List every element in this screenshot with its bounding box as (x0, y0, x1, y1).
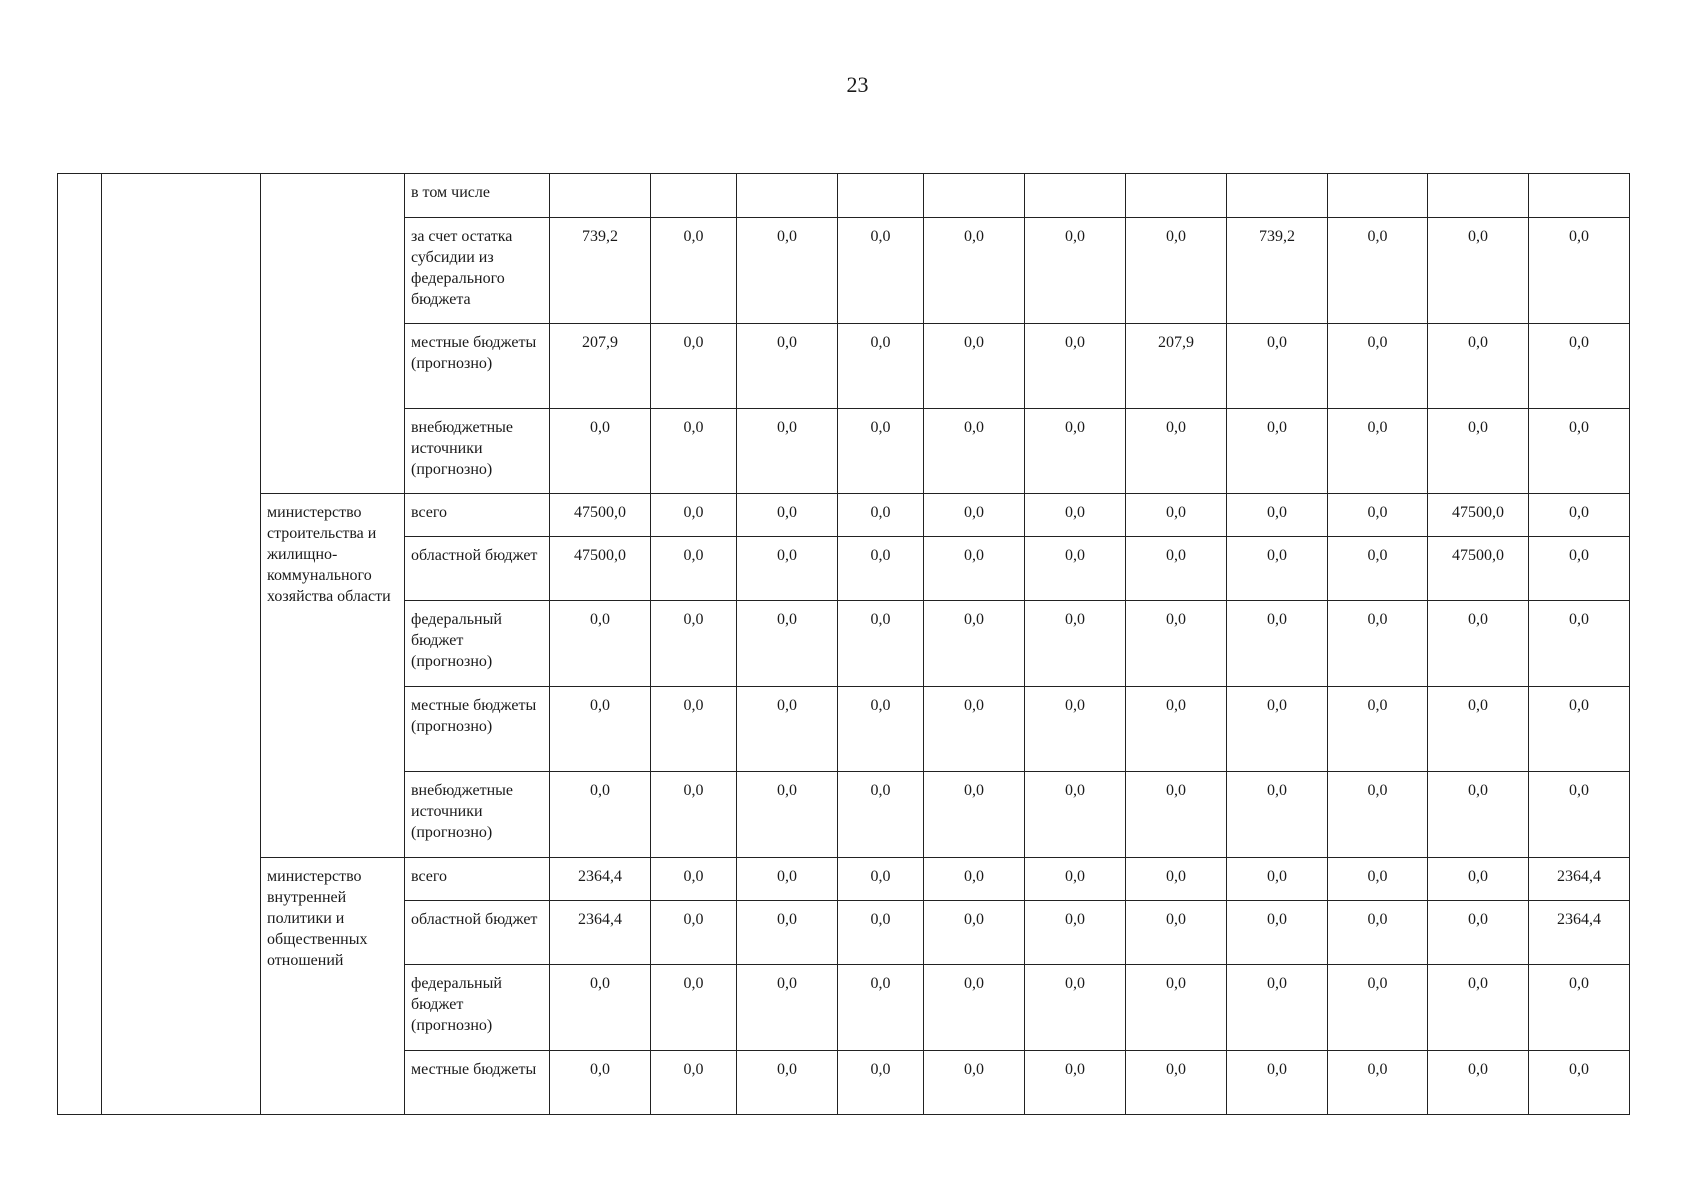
value-cell: 0,0 (838, 601, 924, 687)
value-cell: 0,0 (1529, 772, 1630, 858)
value-cell: 0,0 (1227, 1051, 1328, 1115)
value-cell: 0,0 (1126, 772, 1227, 858)
value-cell: 0,0 (1025, 965, 1126, 1051)
table-row (58, 494, 1630, 537)
value-cell: 0,0 (1428, 772, 1529, 858)
value-cell: 0,0 (651, 687, 737, 772)
value-cell: 0,0 (838, 324, 924, 409)
value-cell: 0,0 (1126, 494, 1227, 537)
value-cell (1529, 174, 1630, 218)
value-cell: 0,0 (838, 965, 924, 1051)
value-cell: 0,0 (1529, 409, 1630, 494)
value-cell: 0,0 (838, 858, 924, 901)
value-cell: 2364,4 (550, 901, 651, 965)
funding-source-label: всего (405, 858, 550, 901)
value-cell: 0,0 (924, 772, 1025, 858)
value-cell: 0,0 (838, 1051, 924, 1115)
value-cell: 0,0 (1025, 494, 1126, 537)
budget-table (57, 173, 1630, 1115)
value-cell: 0,0 (737, 687, 838, 772)
value-cell: 0,0 (737, 901, 838, 965)
value-cell: 0,0 (838, 537, 924, 601)
value-cell: 0,0 (924, 858, 1025, 901)
value-cell: 0,0 (550, 1051, 651, 1115)
value-cell: 0,0 (1025, 901, 1126, 965)
value-cell (1025, 174, 1126, 218)
value-cell: 0,0 (1126, 601, 1227, 687)
value-cell: 0,0 (550, 687, 651, 772)
funding-source-label: всего (405, 494, 550, 537)
value-cell (1227, 174, 1328, 218)
value-cell (737, 174, 838, 218)
value-cell: 739,2 (1227, 218, 1328, 324)
value-cell: 47500,0 (550, 537, 651, 601)
value-cell: 0,0 (924, 901, 1025, 965)
funding-source-label: областной бюджет (405, 901, 550, 965)
value-cell: 0,0 (1227, 858, 1328, 901)
value-cell: 0,0 (1126, 901, 1227, 965)
value-cell: 0,0 (1328, 324, 1428, 409)
value-cell: 0,0 (737, 858, 838, 901)
value-cell (1428, 174, 1529, 218)
executor-cell (261, 174, 405, 494)
value-cell: 0,0 (924, 601, 1025, 687)
value-cell: 0,0 (1529, 537, 1630, 601)
value-cell: 0,0 (651, 965, 737, 1051)
funding-source-label: областной бюджет (405, 537, 550, 601)
value-cell: 0,0 (1529, 687, 1630, 772)
value-cell: 0,0 (1227, 772, 1328, 858)
value-cell (1328, 174, 1428, 218)
value-cell: 0,0 (1126, 537, 1227, 601)
value-cell (1126, 174, 1227, 218)
value-cell: 0,0 (1126, 965, 1227, 1051)
value-cell: 0,0 (651, 1051, 737, 1115)
funding-source-label: федеральный бюджет (прогнозно) (405, 601, 550, 687)
value-cell (550, 174, 651, 218)
value-cell: 0,0 (1328, 218, 1428, 324)
value-cell: 0,0 (1025, 218, 1126, 324)
value-cell: 0,0 (550, 601, 651, 687)
funding-source-label: в том числе (405, 174, 550, 218)
value-cell: 0,0 (924, 687, 1025, 772)
value-cell: 207,9 (1126, 324, 1227, 409)
value-cell: 0,0 (1025, 687, 1126, 772)
value-cell: 0,0 (1227, 687, 1328, 772)
value-cell: 0,0 (838, 772, 924, 858)
value-cell: 0,0 (1428, 858, 1529, 901)
value-cell: 0,0 (1025, 772, 1126, 858)
value-cell: 0,0 (651, 772, 737, 858)
value-cell: 0,0 (1428, 218, 1529, 324)
value-cell: 0,0 (924, 965, 1025, 1051)
value-cell: 0,0 (1428, 901, 1529, 965)
value-cell (651, 174, 737, 218)
value-cell: 0,0 (1328, 494, 1428, 537)
value-cell: 0,0 (1328, 1051, 1428, 1115)
value-cell: 0,0 (838, 218, 924, 324)
value-cell: 0,0 (1025, 537, 1126, 601)
table-col-number-cell (58, 174, 102, 1115)
value-cell: 0,0 (1126, 1051, 1227, 1115)
value-cell: 739,2 (550, 218, 651, 324)
value-cell: 0,0 (1428, 324, 1529, 409)
value-cell: 0,0 (1529, 494, 1630, 537)
value-cell: 0,0 (1126, 687, 1227, 772)
funding-source-label: внебюджетные источники (прогнозно) (405, 409, 550, 494)
value-cell: 0,0 (838, 687, 924, 772)
value-cell: 0,0 (550, 965, 651, 1051)
value-cell: 0,0 (838, 409, 924, 494)
value-cell: 0,0 (1227, 537, 1328, 601)
value-cell: 0,0 (1126, 218, 1227, 324)
value-cell: 0,0 (550, 772, 651, 858)
value-cell: 0,0 (651, 409, 737, 494)
value-cell: 0,0 (737, 537, 838, 601)
value-cell: 0,0 (1428, 687, 1529, 772)
value-cell: 0,0 (737, 601, 838, 687)
funding-source-label: местные бюджеты (прогнозно) (405, 324, 550, 409)
value-cell: 0,0 (924, 324, 1025, 409)
executor-cell: министерство внутренней политики и общественных отношений (261, 858, 405, 1115)
value-cell: 0,0 (651, 218, 737, 324)
value-cell: 0,0 (651, 601, 737, 687)
funding-source-label: местные бюджеты (405, 1051, 550, 1115)
value-cell: 0,0 (1529, 601, 1630, 687)
value-cell: 0,0 (1025, 601, 1126, 687)
value-cell: 0,0 (924, 409, 1025, 494)
value-cell: 0,0 (737, 409, 838, 494)
value-cell: 0,0 (1227, 901, 1328, 965)
funding-source-label: местные бюджеты (прогнозно) (405, 687, 550, 772)
page-number: 23 (846, 72, 869, 97)
value-cell: 0,0 (924, 1051, 1025, 1115)
value-cell: 0,0 (1428, 409, 1529, 494)
value-cell: 47500,0 (1428, 494, 1529, 537)
value-cell: 0,0 (651, 901, 737, 965)
value-cell (838, 174, 924, 218)
table-row (58, 858, 1630, 901)
value-cell: 0,0 (1428, 1051, 1529, 1115)
value-cell: 0,0 (1126, 858, 1227, 901)
value-cell: 2364,4 (1529, 901, 1630, 965)
value-cell: 0,0 (1227, 409, 1328, 494)
value-cell: 2364,4 (1529, 858, 1630, 901)
value-cell: 0,0 (1428, 965, 1529, 1051)
value-cell: 2364,4 (550, 858, 651, 901)
value-cell: 0,0 (1025, 409, 1126, 494)
value-cell: 0,0 (1529, 1051, 1630, 1115)
value-cell: 0,0 (1328, 858, 1428, 901)
value-cell: 0,0 (651, 324, 737, 409)
value-cell: 0,0 (651, 537, 737, 601)
value-cell: 0,0 (1529, 324, 1630, 409)
value-cell: 0,0 (737, 965, 838, 1051)
value-cell: 207,9 (550, 324, 651, 409)
value-cell: 0,0 (1025, 324, 1126, 409)
value-cell: 0,0 (924, 218, 1025, 324)
funding-source-label: внебюджетные источники (прогнозно) (405, 772, 550, 858)
table-col-name-cell (102, 174, 261, 1115)
value-cell: 0,0 (1529, 965, 1630, 1051)
value-cell: 0,0 (1529, 218, 1630, 324)
value-cell: 0,0 (1328, 409, 1428, 494)
value-cell: 0,0 (737, 324, 838, 409)
table-row (58, 174, 1630, 218)
value-cell: 0,0 (737, 772, 838, 858)
value-cell: 0,0 (651, 858, 737, 901)
executor-cell: министерство строительства и жилищно-коммунального хозяйства области (261, 494, 405, 858)
value-cell: 0,0 (1328, 601, 1428, 687)
value-cell: 0,0 (550, 409, 651, 494)
value-cell: 0,0 (1025, 858, 1126, 901)
funding-source-label: федеральный бюджет (прогнозно) (405, 965, 550, 1051)
value-cell: 0,0 (737, 218, 838, 324)
value-cell: 0,0 (1328, 772, 1428, 858)
value-cell: 0,0 (838, 494, 924, 537)
value-cell: 0,0 (1227, 324, 1328, 409)
value-cell: 0,0 (924, 537, 1025, 601)
value-cell: 47500,0 (1428, 537, 1529, 601)
value-cell: 0,0 (651, 494, 737, 537)
value-cell: 0,0 (737, 494, 838, 537)
value-cell: 0,0 (1126, 409, 1227, 494)
value-cell: 0,0 (1428, 601, 1529, 687)
value-cell: 0,0 (1227, 965, 1328, 1051)
value-cell: 0,0 (1227, 601, 1328, 687)
value-cell: 0,0 (838, 901, 924, 965)
value-cell: 0,0 (1328, 965, 1428, 1051)
value-cell: 0,0 (1328, 687, 1428, 772)
value-cell: 0,0 (1025, 1051, 1126, 1115)
value-cell: 0,0 (737, 1051, 838, 1115)
value-cell (924, 174, 1025, 218)
value-cell: 0,0 (1328, 537, 1428, 601)
value-cell: 0,0 (924, 494, 1025, 537)
value-cell: 0,0 (1328, 901, 1428, 965)
value-cell: 0,0 (1227, 494, 1328, 537)
value-cell: 47500,0 (550, 494, 651, 537)
funding-source-label: за счет остатка субсидии из федерального бюджета (405, 218, 550, 324)
